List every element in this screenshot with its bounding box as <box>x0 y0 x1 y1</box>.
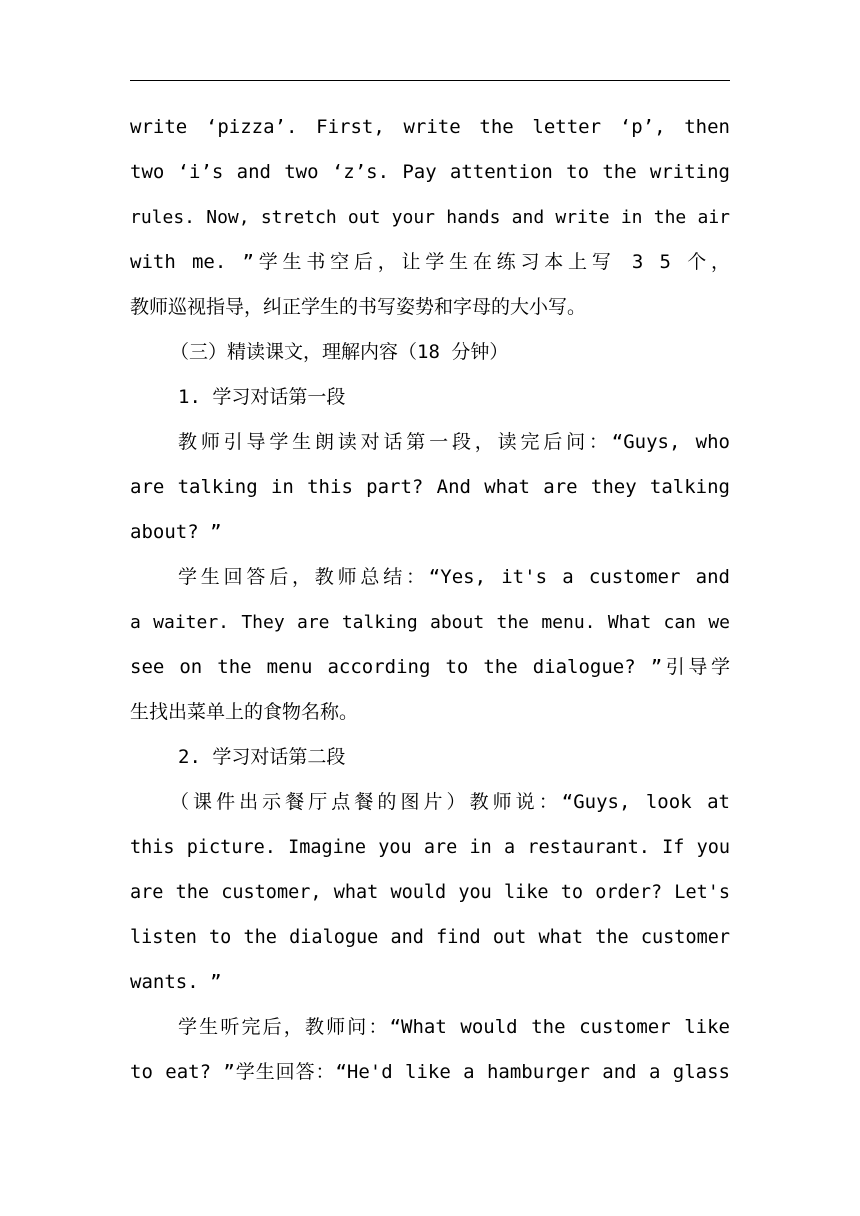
text-line: 学生听完后，教师问：“What would the customer like <box>178 1016 730 1038</box>
text-line: wants. ” <box>130 971 222 993</box>
text-line: are talking in this part? And what are they talking <box>130 476 730 498</box>
text-line: with me. ”学生书空后，让学生在练习本上写 3 5 个， <box>130 251 730 273</box>
text-line: write ‘pizza’. First, write the letter ‘p’, then <box>130 116 730 138</box>
text-line: 生找出菜单上的食物名称。 <box>130 701 359 723</box>
subsection-heading: 1. 学习对话第一段 <box>178 386 346 408</box>
text-line: this picture. Imagine you are in a restaurant. If you <box>130 837 730 858</box>
text-line: see on the menu according to the dialogue? ”引导学 <box>130 656 730 678</box>
body-text <box>130 105 730 1095</box>
text-line: to eat? ”学生回答：“He'd like a hamburger and a glass <box>130 1061 730 1083</box>
text-line: are the customer, what would you like to order? Let's <box>130 882 730 903</box>
section-heading: （三）精读课文，理解内容（18 分钟） <box>170 341 509 363</box>
text-line: 教师引导学生朗读对话第一段，读完后问：“Guys, who <box>178 431 730 453</box>
text-line: about? ” <box>130 521 222 543</box>
text-line: a waiter. They are talking about the menu. What can we <box>130 612 730 633</box>
subsection-heading: 2. 学习对话第二段 <box>178 746 346 768</box>
text-line: rules. Now, stretch out your hands and write in the air <box>130 207 730 228</box>
text-line: 学生回答后，教师总结：“Yes, it's a customer and <box>178 566 730 588</box>
header-rule <box>130 80 730 81</box>
text-line: listen to the dialogue and find out what the customer <box>130 927 730 948</box>
text-line: （课件出示餐厅点餐的图片）教师说：“Guys, look at <box>170 791 730 813</box>
text-line: 教师巡视指导，纠正学生的书写姿势和字母的大小写。 <box>130 296 587 318</box>
text-line: two ‘i’s and two ‘z’s. Pay attention to the writing <box>130 161 730 183</box>
